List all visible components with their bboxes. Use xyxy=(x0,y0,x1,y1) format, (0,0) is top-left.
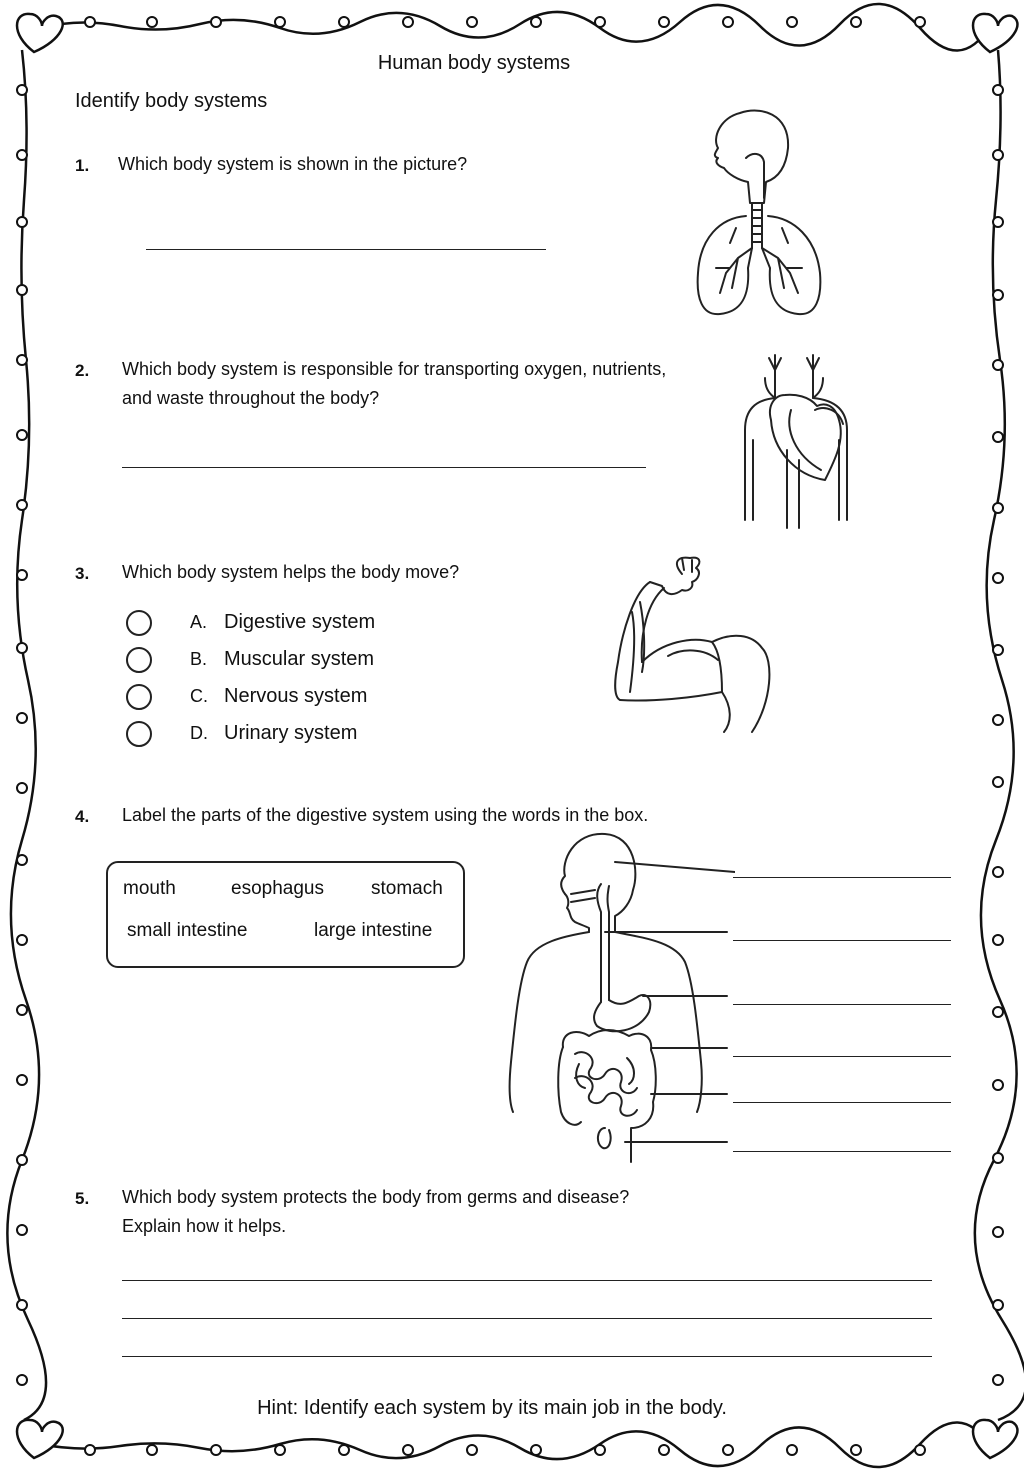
option-c-letter: C. xyxy=(190,686,208,706)
question-2-text-line2: and waste throughout the body? xyxy=(122,388,380,408)
answer-line-5c[interactable] xyxy=(122,1356,932,1357)
question-4-number: 4. xyxy=(75,807,90,826)
label-line-6[interactable] xyxy=(733,1151,951,1152)
word-bank-item: mouth xyxy=(123,878,176,899)
lungs-figure xyxy=(690,108,830,323)
option-c-text: Nervous system xyxy=(224,685,368,707)
answer-line-1[interactable] xyxy=(146,249,546,250)
heart-icon xyxy=(17,14,1017,1458)
section-heading: Identify body systems xyxy=(75,90,268,112)
option-a-text: Digestive system xyxy=(224,611,376,633)
question-4-text: Label the parts of the digestive system using the words in the box. xyxy=(122,805,649,825)
answer-line-5b[interactable] xyxy=(122,1318,932,1319)
question-5-number: 5. xyxy=(75,1189,90,1208)
word-bank-item: stomach xyxy=(371,878,443,899)
question-5-text-line1: Which body system protects the body from germs and disease? xyxy=(122,1187,630,1207)
question-2-number: 2. xyxy=(75,361,90,380)
question-5-text-line2: Explain how it helps. xyxy=(122,1216,287,1236)
label-line-3[interactable] xyxy=(733,1004,951,1005)
word-bank-item: large intestine xyxy=(314,920,433,941)
hint-text: Hint: Identify each system by its main job in the body. xyxy=(257,1397,727,1419)
word-bank-item: esophagus xyxy=(231,878,324,899)
question-1-text: Which body system is shown in the picture? xyxy=(118,154,468,174)
question-3-text: Which body system helps the body move? xyxy=(122,562,460,582)
worksheet-title: Human body systems xyxy=(377,52,571,74)
digestive-system-figure xyxy=(505,832,735,1167)
label-line-1[interactable] xyxy=(733,877,951,878)
word-bank-item: small intestine xyxy=(127,920,248,941)
option-b-text: Muscular system xyxy=(224,648,375,670)
label-line-5[interactable] xyxy=(733,1102,951,1103)
question-3-number: 3. xyxy=(75,564,90,583)
option-d-letter: D. xyxy=(190,723,208,743)
option-d-radio[interactable] xyxy=(126,721,152,747)
label-line-4[interactable] xyxy=(733,1056,951,1057)
answer-line-5a[interactable] xyxy=(122,1280,932,1281)
option-d-text: Urinary system xyxy=(224,722,358,744)
question-1-number: 1. xyxy=(75,156,90,175)
option-a-letter: A. xyxy=(190,612,208,632)
option-b-radio[interactable] xyxy=(126,647,152,673)
option-c-radio[interactable] xyxy=(126,684,152,710)
question-2-text-line1: Which body system is responsible for transporting oxygen, nutrients, xyxy=(122,359,667,379)
answer-line-2[interactable] xyxy=(122,467,646,468)
option-b-letter: B. xyxy=(190,649,208,669)
flexed-arm-figure xyxy=(612,552,782,737)
heart-figure xyxy=(735,350,860,530)
label-line-2[interactable] xyxy=(733,940,951,941)
option-a-radio[interactable] xyxy=(126,610,152,636)
